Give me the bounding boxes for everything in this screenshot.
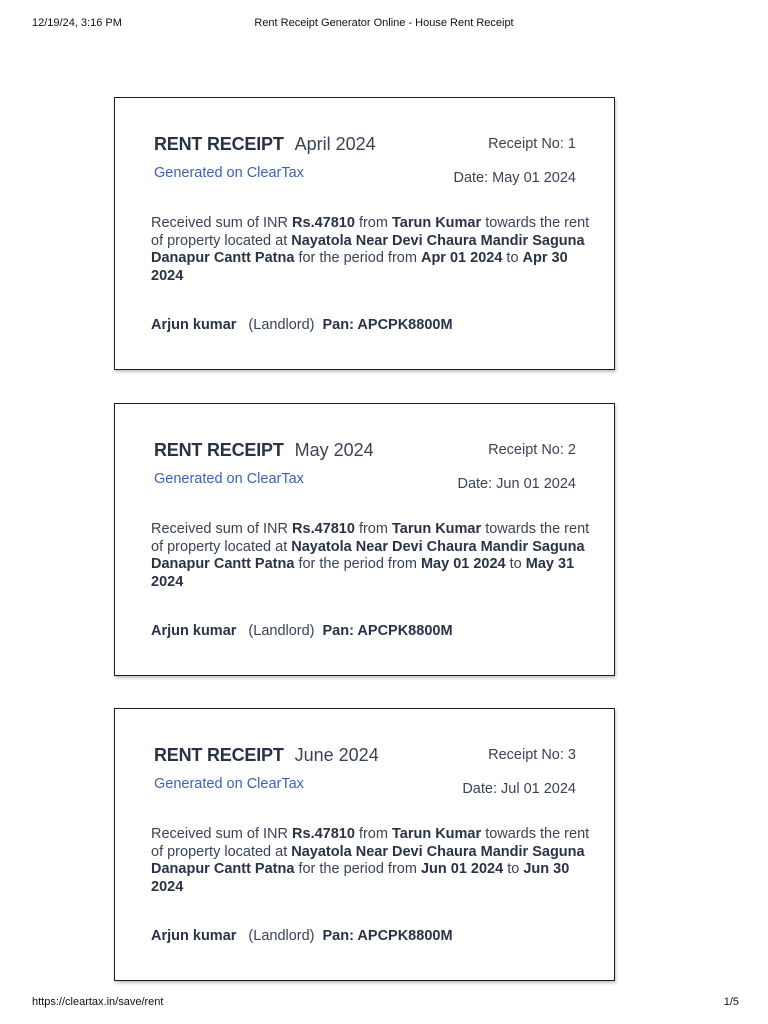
receipt-body: [151, 521, 591, 591]
receipt-title: [154, 134, 376, 155]
period-end: May 31 2024: [151, 556, 575, 590]
period-end: Jun 30 2024: [151, 861, 570, 895]
receipt-month: June 2024: [294, 745, 379, 765]
print-page-title: Rent Receipt Generator Online - House Rent Receipt: [254, 17, 514, 29]
generated-on-label: Generated on ClearTax: [154, 776, 304, 792]
landlord-role: (Landlord): [248, 928, 315, 944]
receipt-month: May 2024: [294, 440, 374, 460]
receipt-date: Date: May 01 2024: [453, 170, 576, 186]
body-text: towards the rent of property located at: [151, 521, 590, 555]
landlord-role: (Landlord): [248, 317, 315, 333]
body-text: Received sum of INR: [151, 826, 288, 842]
body-text: towards the rent of property located at: [151, 826, 590, 860]
period-end: Apr 30 2024: [151, 250, 568, 284]
property-address: Nayatola Near Devi Chaura Mandir Saguna Danapur Cantt Patna: [151, 843, 585, 877]
rent-receipt-card: [114, 97, 615, 370]
period-start: Apr 01 2024: [420, 250, 503, 266]
body-text: from: [358, 215, 388, 231]
amount: Rs.47810: [292, 826, 355, 842]
amount: Rs.47810: [292, 521, 355, 537]
page-number: 1/5: [723, 996, 739, 1008]
tenant-name: Tarun Kumar: [391, 521, 482, 537]
landlord-role: (Landlord): [248, 623, 315, 639]
print-footer: [32, 996, 739, 1010]
receipt-body: [151, 215, 591, 285]
receipt-label: RENT RECEIPT: [154, 745, 284, 765]
print-datetime: 12/19/24, 3:16 PM: [32, 17, 122, 29]
receipt-title: [154, 440, 374, 461]
landlord-line: [151, 317, 453, 333]
receipt-body: [151, 826, 591, 896]
landlord-name: Arjun kumar: [151, 317, 237, 333]
landlord-name: Arjun kumar: [151, 928, 237, 944]
body-text: towards the rent of property located at: [151, 215, 590, 249]
body-text: to: [506, 250, 519, 266]
receipt-date: Date: Jul 01 2024: [462, 781, 576, 797]
landlord-line: [151, 623, 453, 639]
body-text: from: [358, 826, 388, 842]
period-start: Jun 01 2024: [420, 861, 504, 877]
body-text: to: [509, 556, 522, 572]
body-text: from: [358, 521, 388, 537]
receipt-number: Receipt No: 2: [488, 442, 576, 458]
landlord-pan: Pan: APCPK8800M: [322, 317, 453, 333]
receipt-label: RENT RECEIPT: [154, 134, 284, 154]
body-text: for the period from: [298, 861, 417, 877]
receipt-month: April 2024: [294, 134, 376, 154]
landlord-pan: Pan: APCPK8800M: [322, 928, 453, 944]
receipt-number: Receipt No: 1: [488, 136, 576, 152]
property-address: Nayatola Near Devi Chaura Mandir Saguna Danapur Cantt Patna: [151, 232, 585, 266]
body-text: to: [507, 861, 520, 877]
body-text: Received sum of INR: [151, 521, 288, 537]
tenant-name: Tarun Kumar: [391, 215, 482, 231]
tenant-name: Tarun Kumar: [391, 826, 482, 842]
amount: Rs.47810: [292, 215, 355, 231]
page-url-link[interactable]: https://cleartax.in/save/rent: [32, 996, 164, 1008]
receipt-title: [154, 745, 379, 766]
body-text: for the period from: [298, 250, 417, 266]
print-header: [32, 17, 736, 31]
body-text: Received sum of INR: [151, 215, 288, 231]
landlord-line: [151, 928, 453, 944]
receipt-label: RENT RECEIPT: [154, 440, 284, 460]
rent-receipt-card: [114, 708, 615, 981]
receipt-number: Receipt No: 3: [488, 747, 576, 763]
receipt-date: Date: Jun 01 2024: [457, 476, 576, 492]
period-start: May 01 2024: [420, 556, 506, 572]
landlord-name: Arjun kumar: [151, 623, 237, 639]
landlord-pan: Pan: APCPK8800M: [322, 623, 453, 639]
generated-on-label: Generated on ClearTax: [154, 165, 304, 181]
rent-receipt-card: [114, 403, 615, 676]
generated-on-label: Generated on ClearTax: [154, 471, 304, 487]
property-address: Nayatola Near Devi Chaura Mandir Saguna Danapur Cantt Patna: [151, 538, 585, 572]
body-text: for the period from: [298, 556, 417, 572]
